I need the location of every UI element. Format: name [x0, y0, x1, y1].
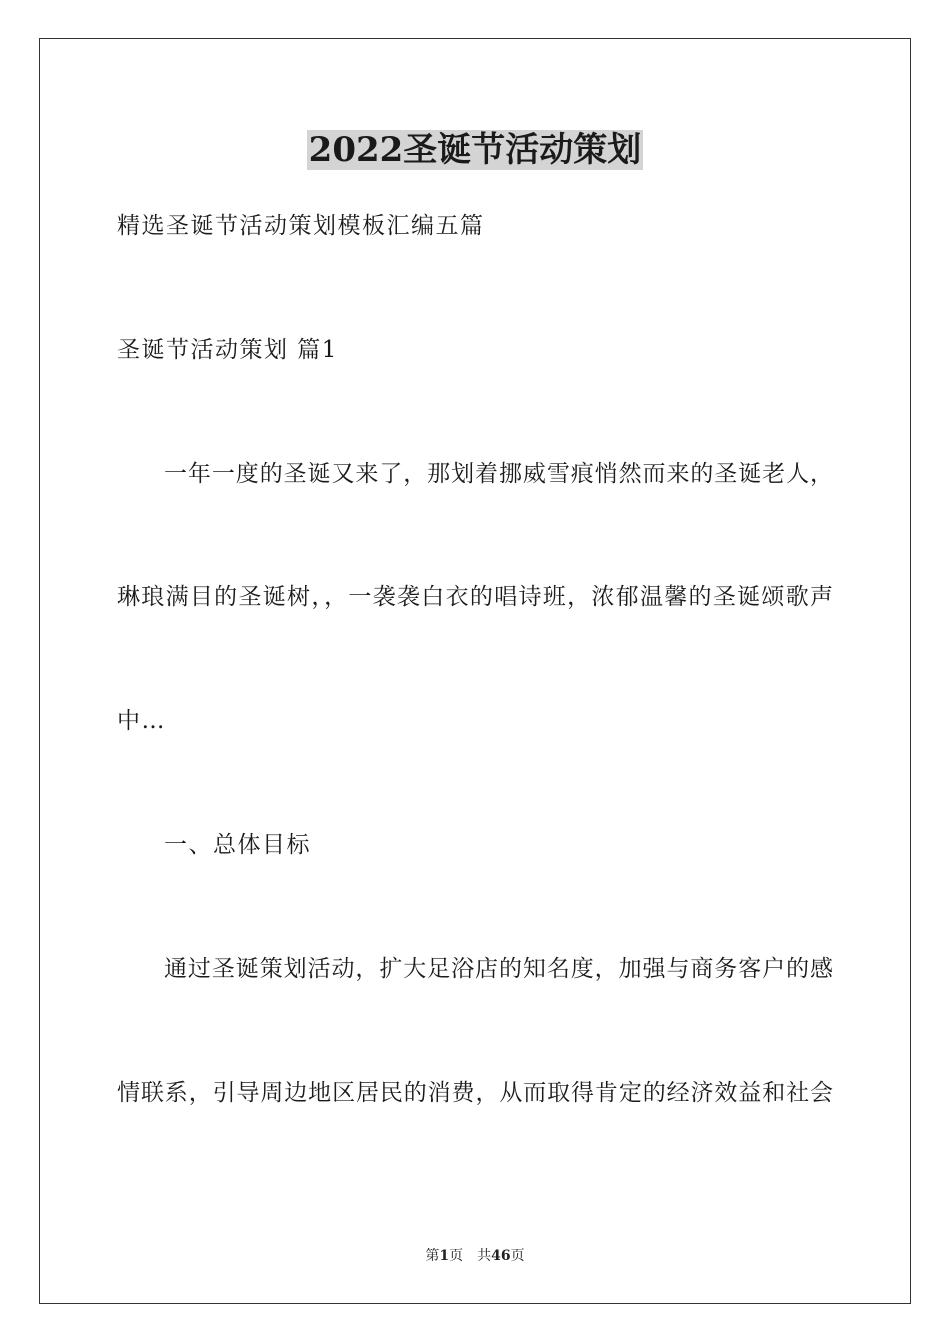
- document-subtitle: 精选圣诞节活动策划模板汇编五篇: [117, 213, 485, 239]
- title-text: 2022圣诞节活动策划: [308, 130, 642, 170]
- paragraph-line: 情联系，引导周边地区居民的消费，从而取得肯定的经济效益和社会: [117, 1080, 833, 1106]
- paragraph-line: 中…: [117, 708, 166, 734]
- page-footer: [0, 1247, 950, 1265]
- footer-page-prefix: 第: [425, 1248, 440, 1264]
- paragraph-line: 通过圣诞策划活动，扩大足浴店的知名度，加强与商务客户的感: [164, 956, 833, 982]
- document-title: [0, 128, 950, 172]
- footer-page-current: 1: [439, 1248, 450, 1264]
- footer-page-total: 46: [491, 1248, 511, 1264]
- goal-heading: 一、总体目标: [164, 832, 311, 858]
- section-heading: 圣诞节活动策划 篇1: [117, 337, 338, 363]
- footer-total-prefix: 共: [477, 1248, 492, 1264]
- footer-total-suffix: 页: [510, 1248, 525, 1264]
- paragraph-line: 琳琅满目的圣诞树，，一袭袭白衣的唱诗班，浓郁温馨的圣诞颂歌声: [117, 584, 833, 610]
- footer-page-suffix: 页: [449, 1248, 464, 1264]
- paragraph-line: 一年一度的圣诞又来了，那划着挪威雪痕悄然而来的圣诞老人，: [164, 461, 833, 487]
